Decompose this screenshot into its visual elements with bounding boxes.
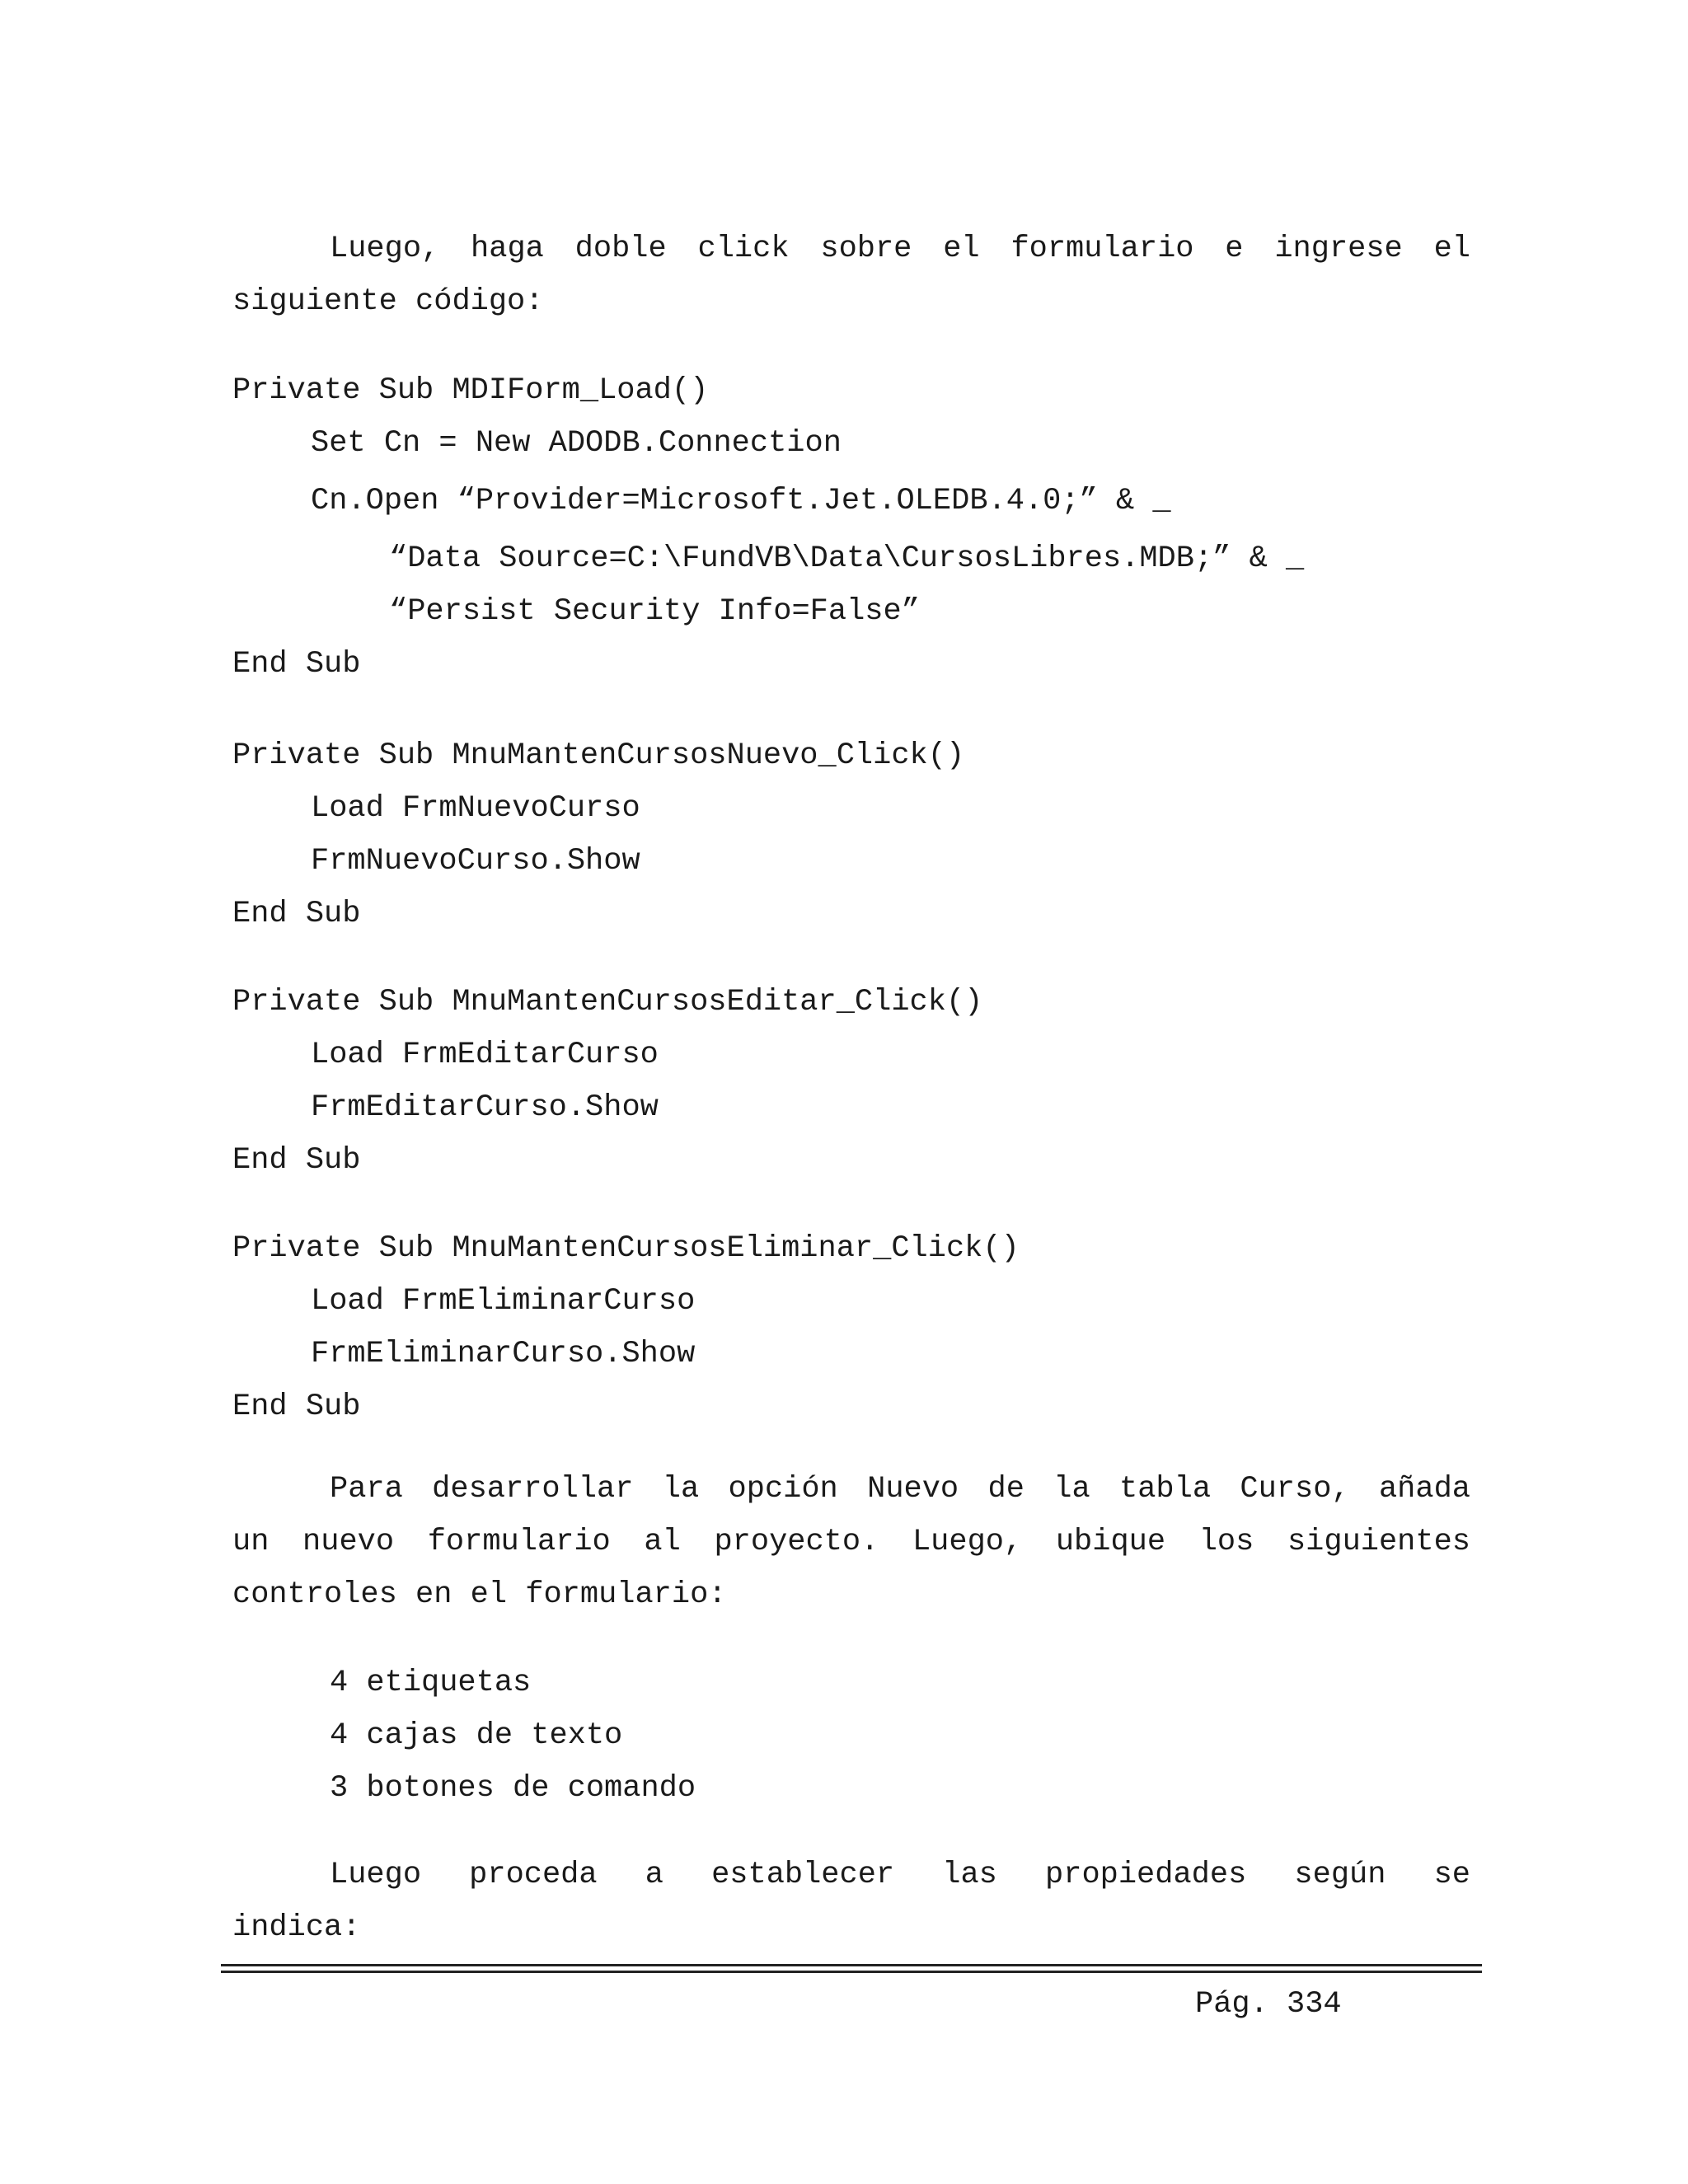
intro-line-1 xyxy=(232,223,1470,275)
footer-rule-top xyxy=(221,1964,1482,1966)
code-line: FrmEliminarCurso.Show xyxy=(311,1337,696,1371)
code-block-mdiform-load xyxy=(232,364,1304,691)
footer-rule-bottom xyxy=(221,1971,1482,1973)
code-line: Set Cn = New ADODB.Connection xyxy=(311,426,842,461)
code-block-nuevo-click xyxy=(232,729,964,940)
intro-line-2: siguiente código: xyxy=(232,284,544,319)
code-line: Cn.Open “Provider=Microsoft.Jet.OLEDB.4.0;” & _ xyxy=(311,484,1171,518)
intro-paragraph xyxy=(232,223,1470,328)
list-item: 4 cajas de texto xyxy=(330,1718,623,1753)
list-item: 3 botones de comando xyxy=(330,1771,696,1806)
paragraph-nuevo-opcion xyxy=(232,1463,1470,1621)
paragraph-propiedades xyxy=(232,1849,1470,1954)
code-line: End Sub xyxy=(232,897,361,931)
code-line: “Persist Security Info=False” xyxy=(389,594,920,629)
code-line: End Sub xyxy=(232,1390,361,1424)
code-line: End Sub xyxy=(232,647,361,682)
code-line: Private Sub MnuMantenCursosEditar_Click() xyxy=(232,985,983,1019)
code-block-editar-click xyxy=(232,976,982,1187)
code-block-eliminar-click xyxy=(232,1222,1020,1433)
list-item: 4 etiquetas xyxy=(330,1666,532,1700)
code-line: “Data Source=C:\FundVB\Data\CursosLibres.MDB;” & _ xyxy=(389,541,1305,576)
code-line: Private Sub MDIForm_Load() xyxy=(232,373,709,408)
code-line: FrmEditarCurso.Show xyxy=(311,1090,659,1125)
paragraph-2-line-1: Para desarrollar la opción Nuevo de la tabla Curso, añada xyxy=(330,1472,1470,1507)
intro-text-part-1: Luego, haga doble click sobre el formulario e ingrese el xyxy=(330,232,1470,266)
code-line: Load FrmNuevoCurso xyxy=(311,791,640,826)
page-number: Pág. 334 xyxy=(1195,1987,1342,2022)
controls-list xyxy=(330,1657,696,1815)
paragraph-3-line-1: Luego proceda a establecer las propiedades según se xyxy=(330,1858,1470,1892)
code-line: Load FrmEliminarCurso xyxy=(311,1284,696,1319)
code-line: Private Sub MnuMantenCursosEliminar_Click() xyxy=(232,1231,1020,1266)
paragraph-2-line-3: controles en el formulario: xyxy=(232,1577,727,1612)
code-line: Load FrmEditarCurso xyxy=(311,1038,659,1072)
paragraph-3-line-2: indica: xyxy=(232,1910,361,1945)
code-line: Private Sub MnuMantenCursosNuevo_Click() xyxy=(232,738,965,773)
code-line: End Sub xyxy=(232,1143,361,1178)
code-line: FrmNuevoCurso.Show xyxy=(311,844,640,879)
paragraph-2-line-2: un nuevo formulario al proyecto. Luego, ubique los siguientes xyxy=(232,1525,1470,1559)
